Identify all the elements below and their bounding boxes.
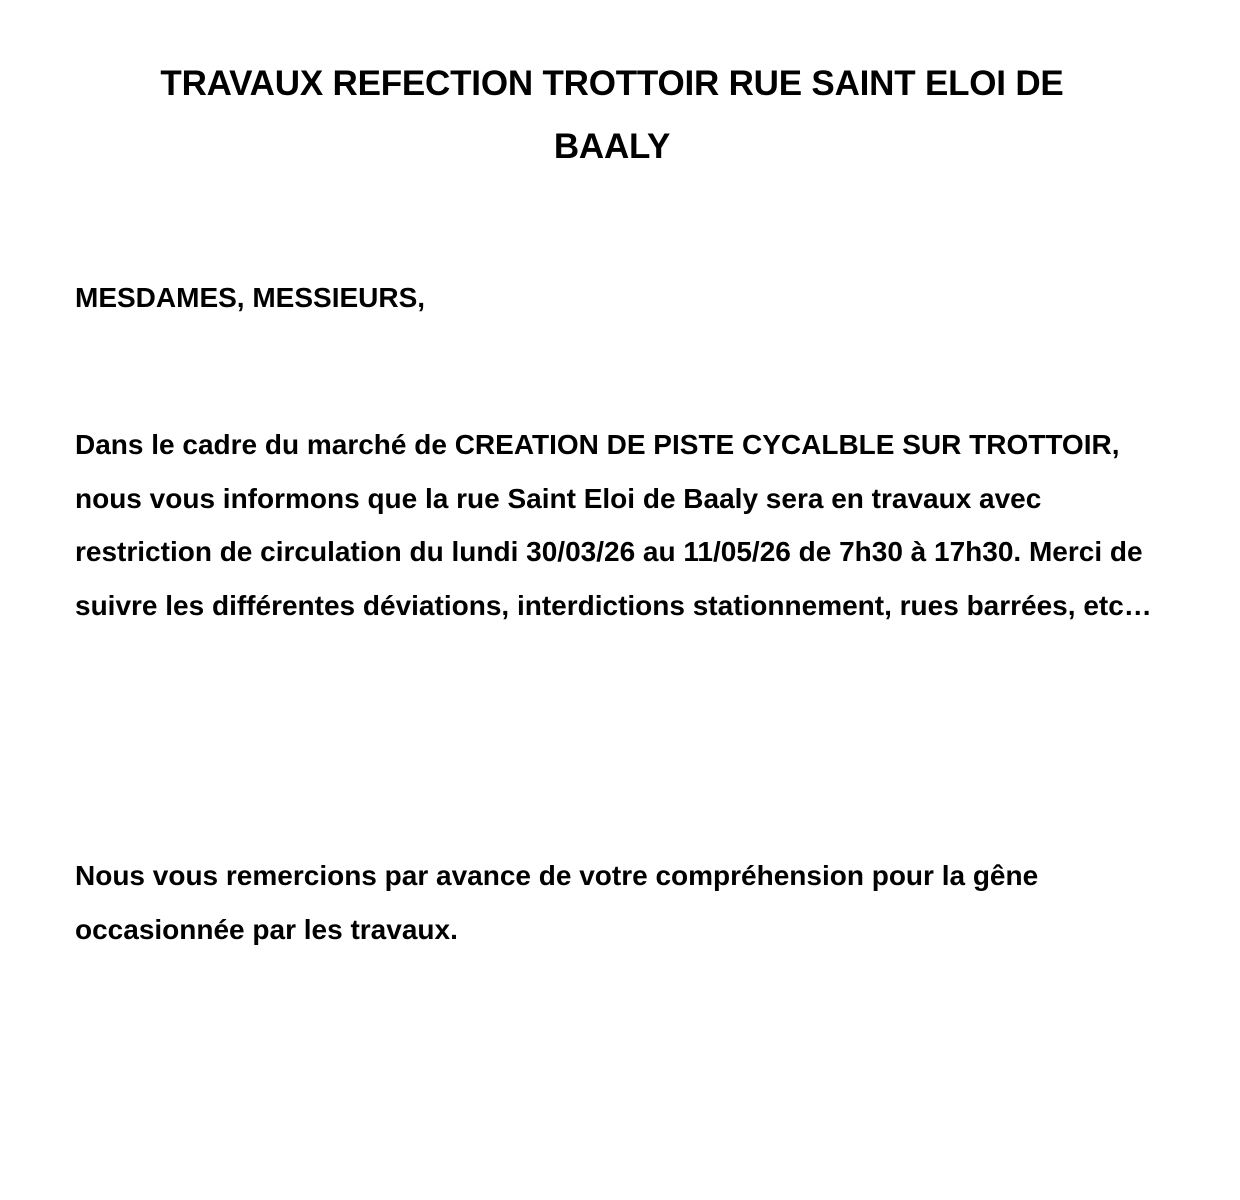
salutation: MESDAMES, MESSIEURS, [75,282,426,313]
document-title: TRAVAUX REFECTION TROTTOIR RUE SAINT ELOI DE BAALY [160,64,1064,166]
notice-paragraph: Dans le cadre du marché de CREATION DE PISTE CYCALBLE SUR TROTTOIR, nous vous informons que la rue Saint Eloi de Baaly sera en travaux avec restriction de circulation du lundi 30/03/26 au 11/05/26 de 7h30 à 17h30. Merci de suivre les différentes déviations, interdictions stationnement, rues barrées, etc… [75,429,1152,621]
thanks-paragraph: Nous vous remercions par avance de votre compréhension pour la gêne occasionnée par les travaux. [75,860,1039,945]
